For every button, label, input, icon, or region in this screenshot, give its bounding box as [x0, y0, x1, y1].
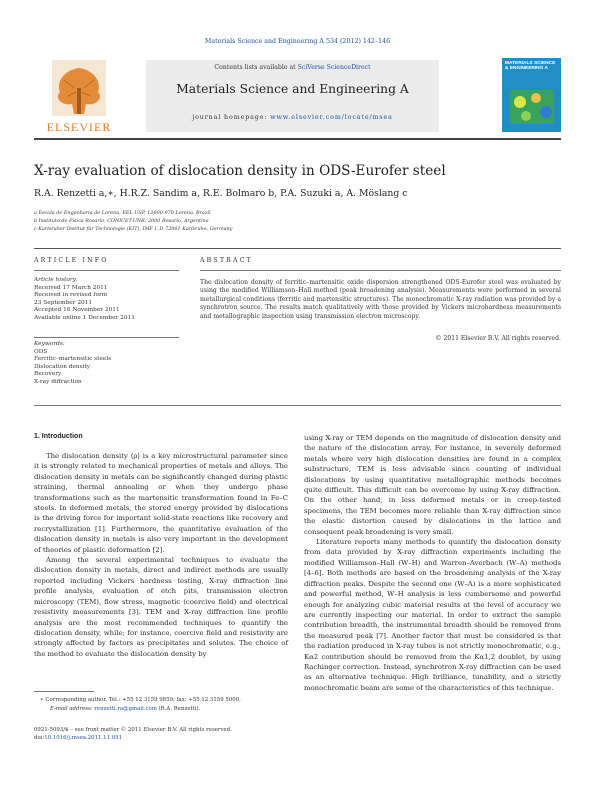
- history-item: Available online 1 December 2011: [34, 314, 135, 321]
- history-item: Accepted 16 November 2011: [34, 307, 120, 314]
- doi-link[interactable]: 10.1016/j.msea.2011.11.051: [44, 735, 123, 741]
- keyword: Recovery: [34, 371, 62, 378]
- affiliation-c: c Karlsruher Institut für Technologie (KIT), IMF I, D-72061 Karlsruhe, Germany: [34, 226, 233, 232]
- journal-header: [34, 54, 561, 134]
- section-heading: 1. Introduction: [34, 433, 83, 440]
- affiliation-b: b Instituto de Física Rosario, CONICET-UNR, 2000 Rosario, Argentina: [34, 218, 209, 224]
- article-title: X-ray evaluation of dislocation density in ODS-Eurofer steel: [34, 163, 446, 179]
- history-item: 23 September 2011: [34, 299, 93, 306]
- body-paragraph: Among the several experimental techniques to evaluate the dislocation density in metals, direct and indirect methods are usually reported including Vickers hardness testing, X-ray diffraction line profile analysis, evaluation of etch pits, transmission electron microscopy (TEM), flow stress, magnetic (coercive field) and electrical resistivity measurements [3]. TEM and X-ray diffraction line profile analysis are the most recommended techniques to quantify the dislocation density, while; for instance, coercive field and resistivity are strongly affected by factors as precipitates and solutes. The choice of the method to evaluate the dislocation density by: [34, 556, 288, 658]
- history-item: Received in revised form: [34, 292, 108, 299]
- homepage-link[interactable]: www.elsevier.com/locate/msea: [270, 114, 393, 121]
- body-left-column: [34, 451, 288, 659]
- contents-line: Contents lists available at SciVerse ScienceDirect: [214, 64, 371, 71]
- email-link[interactable]: renzetti.ra@gmail.com: [94, 706, 157, 712]
- issn-line: 0921-5093/$ – see front matter © 2011 Elsevier B.V. All rights reserved.: [34, 727, 232, 733]
- author-list: R.A. Renzetti a,∗, H.R.Z. Sandim a, R.E. Bolmaro b, P.A. Suzuki a, A. Möslang c: [34, 188, 408, 199]
- affiliation-a: a Escola de Engenharia de Lorena, EEL-USP, 12600-970 Lorena, Brazil: [34, 210, 211, 216]
- journal-title: Materials Science and Engineering A: [176, 82, 409, 96]
- footnote-rule: [34, 691, 94, 692]
- history-label: Article history:: [34, 277, 78, 283]
- affiliation-rule: [34, 248, 561, 249]
- keyword: Dislocation density: [34, 363, 91, 370]
- keywords-label: Keywords:: [34, 341, 65, 347]
- publisher-name: ELSEVIER: [46, 120, 112, 134]
- elsevier-tree-logo[interactable]: [34, 58, 124, 134]
- article-info-rule: [34, 270, 179, 271]
- abstract-rule: [200, 270, 561, 271]
- body-paragraph: using X-ray or TEM depends on the magnitude of dislocation density and the nature of the dislocation array. For instance, in severely deformed metals where very high dislocation densities are found in a complex substructure, TEM is less advisable since counting of individual dislocations by using quantitative metallographic methods becomes quite difficult. This difficult can be overcome by using X-ray diffraction. On the other hand, in less deformed metals or in creep-tested specimens, the TEM becomes more reliable than X-ray diffraction since the elastic distortion caused by dislocations in the lattice and consequent peak broadening is very small.: [304, 434, 561, 536]
- sciencedirect-link[interactable]: SciVerse ScienceDirect: [297, 64, 371, 71]
- header-rule: [34, 138, 561, 140]
- abstract-text: The dislocation density of ferritic–martensitic oxide dispersion strengthened ODS-Eurofer steel was evaluated by using the modified Williamson–Hall method (peak broadening analysis). Measurements were performed in several metallurgical conditions (ferritic and martensitic structures). The monochromatic X-ray radiation was provided by a synchrotron source. The results match qualitatively with those provided by Vickers microhardness measurements and metallographic inspection using transmission electron microscopy.: [200, 279, 561, 320]
- history-item: Received 17 March 2011: [34, 284, 108, 291]
- article-history: [34, 277, 135, 323]
- abstract-end-rule: [34, 405, 561, 406]
- corresponding-author-note: ∗ Corresponding author. Tel.: +55 12 3159 9859; fax: +55 12 3159 5000.: [40, 697, 241, 703]
- journal-homepage: journal homepage: www.elsevier.com/locate/msea: [192, 114, 393, 121]
- body-right-column: [304, 433, 561, 693]
- keyword: X-ray diffraction: [34, 378, 82, 385]
- journal-banner: [146, 60, 439, 132]
- doi-line: doi:10.1016/j.msea.2011.11.051: [34, 735, 123, 741]
- cover-title: MATERIALS SCIENCE & ENGINEERING A: [505, 61, 556, 72]
- body-paragraph: Literature reports many methods to quantify the dislocation density from data provided by X-ray diffraction experiments including the modified Williamson–Hall (W–H) and Warren–Averbach (W–A) methods [4–6]. Both methods are based on the broadening analysis of the X-ray diffraction peaks. Despite the second one (W–A) is a more sophisticated and powerful method, W–H analysis is less cumbersome and powerful enough for analyzing cubic material results at the level of accuracy we are currently inspecting our material. In order to extract the sample contribution breadth, the instrumental breadth should be removed from the measured peak [7]. Another factor that must be considered is that the radiation produced in X-ray tubes is not strictly monochromatic, e.g., Kα2 contribution should be removed from the Kα1,2 doublet, by using Rachinger correction. Instead, synchrotron X-ray diffraction can be used as an alternative technique. High brilliance, tunability, and a strictly monochromatic beam are some of the characteristics of this technique.: [304, 538, 561, 692]
- article-info-heading: ARTICLE INFO: [34, 257, 109, 264]
- keywords-rule: [34, 337, 179, 338]
- journal-citation[interactable]: Materials Science and Engineering A 534 (2012) 142–146: [204, 38, 391, 45]
- keyword: Ferritic–martensitic steels: [34, 356, 112, 363]
- keywords: [34, 341, 111, 387]
- journal-cover-image[interactable]: [502, 58, 561, 132]
- email-note: E-mail address: renzetti.ra@gmail.com (R.A. Renzetti).: [50, 706, 201, 712]
- keyword: ODS: [34, 348, 48, 355]
- abstract-copyright: © 2011 Elsevier B.V. All rights reserved.: [435, 335, 561, 342]
- body-paragraph: The dislocation density ⟨ρ⟩ is a key microstructural parameter since it is strongly related to mechanical properties of metals and alloys. The dislocation density in metals can be significantly changed during plastic straining, thermal annealing or when they undergo phase transformations such as the martensitic transformation found in Fe–C steels. In deformed metals, the stored energy provided by dislocations is the driving force for important solid-state reactions like recovery and recrystallization [1]. Furthermore, the quantitative evaluation of the dislocation density in metals is also very important in the development of theories of plastic deformation [2].: [34, 452, 288, 554]
- abstract-heading: ABSTRACT: [200, 257, 253, 264]
